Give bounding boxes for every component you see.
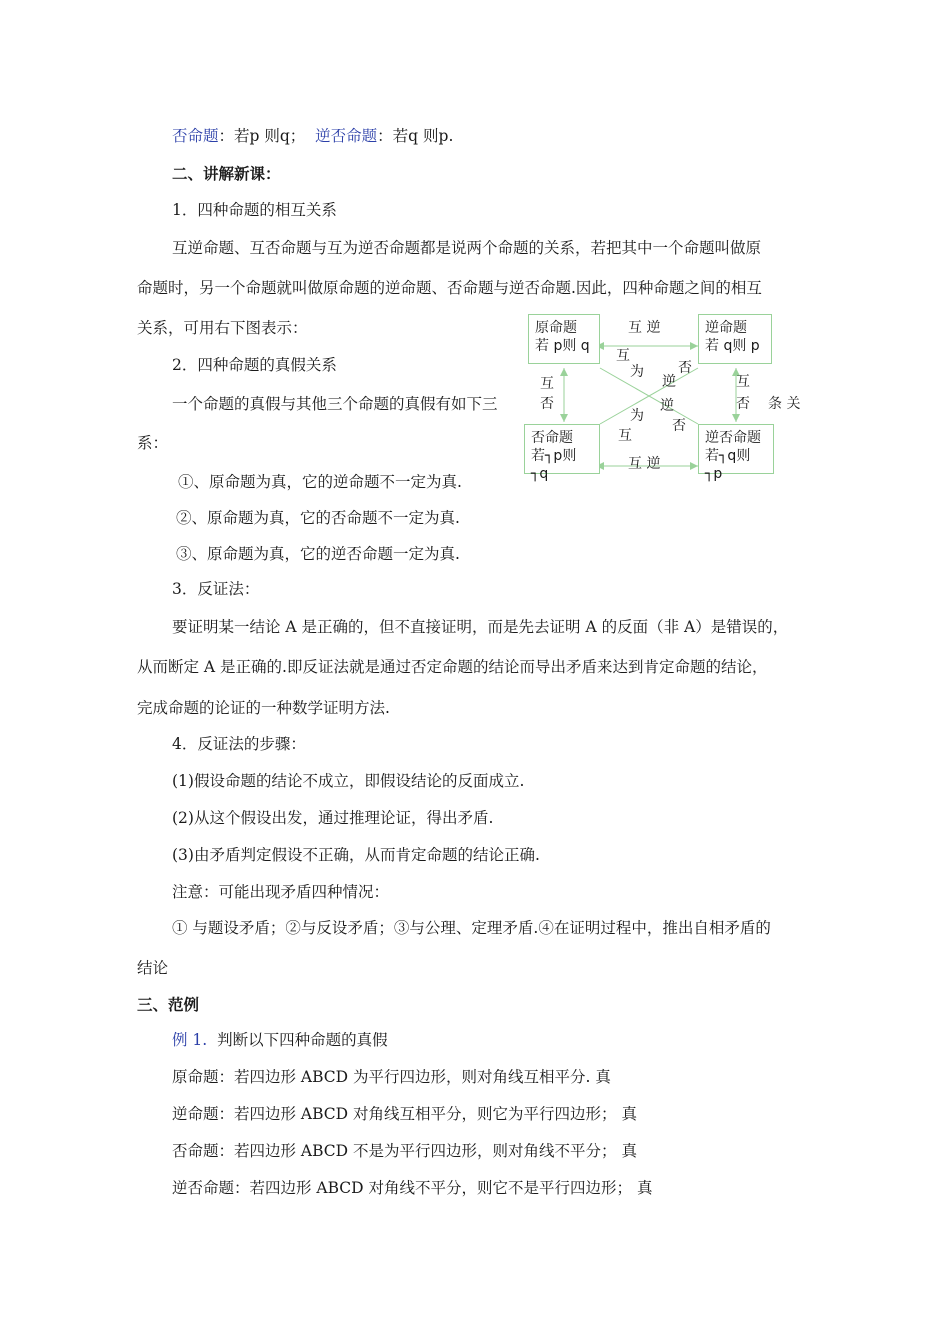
rule-2: ②、原命题为真，它的否命题不一定为真. [176,509,460,527]
box-converse-title: 逆命题 [705,320,747,336]
section-2-title: 二、讲解新课： [172,164,281,183]
intro-line [172,126,453,146]
label-right-extra: 条 关 [768,396,801,412]
example-1-heading [172,1030,388,1050]
four-propositions-diagram [520,312,820,482]
note-line-1: ① 与题设矛盾；②与反设矛盾；③与公理、定理矛盾.④在证明过程中，推出自相矛盾的 [172,919,771,937]
diag2-char-3: 为 [630,408,644,424]
box-contrapositive-title: 逆否命题 [705,430,761,446]
step-1: (1)假设命题的结论不成立，即假设结论的反面成立. [172,772,525,790]
section-3-title: 三、范例 [137,995,200,1014]
para-1-line-2: 命题时，另一个命题就叫做原命题的逆命题、否命题与逆否命题.因此，四种命题之间的相互 [137,279,762,297]
para-3-line-3: 完成命题的论证的一种数学证明方法. [137,699,390,717]
box-converse-form: 若 q则 p [705,338,760,354]
diag1-char-3: 逆 [662,374,676,390]
box-negation-proposition [524,424,600,482]
contrapositive-label: 逆否命题 [315,127,378,145]
item-3-title: 3．反证法： [172,580,260,598]
para-2-line-2: 系： [137,434,169,452]
item-2-title: 2．四种命题的真假关系 [172,356,337,374]
label-right-negation-1: 互 [736,374,750,390]
rule-3: ③、原命题为真，它的逆否命题一定为真. [176,545,460,563]
label-bottom-converse: 互 逆 [628,456,661,472]
label-left-negation-1: 互 [540,376,554,392]
step-3: (3)由矛盾判定假设不正确，从而肯定命题的结论正确. [172,846,540,864]
box-original-title: 原命题 [535,320,577,336]
box-original-form: 若 p则 q [535,338,590,354]
item-1-title: 1．四种命题的相互关系 [172,201,337,219]
step-2: (2)从这个假设出发，通过推理论证，得出矛盾. [172,809,494,827]
box-contrapositive-form: 若┐q则┐p [705,448,751,482]
para-3-line-1: 要证明某一结论 A 是正确的，但不直接证明，而是先去证明 A 的反面（非 A）是错误的， [172,618,789,636]
negation-text: ：若p 则q； [218,127,306,145]
example-line-1: 原命题：若四边形 ABCD 为平行四边形，则对角线互相平分. 真 [172,1068,611,1086]
diag1-char-1: 互 [616,348,630,364]
example-line-3: 否命题：若四边形 ABCD 不是为平行四边形，则对角线不平分； 真 [172,1142,637,1160]
example-line-2: 逆命题：若四边形 ABCD 对角线互相平分，则它为平行四边形； 真 [172,1105,637,1123]
diag2-char-5: 否 [672,418,686,434]
diag2-char-4: 互 [618,428,632,444]
note-title: 注意：可能出现矛盾四种情况： [172,883,390,901]
box-negation-form: 若┐p则┐q [531,448,577,482]
label-top-converse: 互 逆 [628,320,661,336]
example-line-4: 逆否命题：若四边形 ABCD 对角线不平分，则它不是平行四边形； 真 [172,1179,653,1197]
box-negation-title: 否命题 [531,430,573,446]
diag1-char-4: 否 [678,360,692,376]
para-1-line-3: 关系，可用右下图表示： [137,319,308,337]
example-1-title: 判断以下四种命题的真假 [217,1031,388,1049]
negation-label: 否命题 [172,127,219,145]
diag1-char-2: 为 [630,364,644,380]
contrapositive-text: ：若q 则p. [377,127,454,145]
para-2-line-1: 一个命题的真假与其他三个命题的真假有如下三 [172,395,498,413]
note-line-2: 结论 [137,959,169,977]
box-converse-proposition [698,314,772,364]
para-3-line-2: 从而断定 A 是正确的.即反证法就是通过否定命题的结论而导出矛盾来达到肯定命题的结论， [137,658,768,676]
rule-1: ①、原命题为真，它的逆命题不一定为真. [178,473,462,491]
label-left-negation-2: 否 [540,396,554,412]
example-1-label: 例 1. [172,1031,208,1049]
diag2-char-2: 逆 [660,398,674,414]
box-contrapositive-proposition [698,424,774,482]
label-right-negation-2: 否 [736,396,750,412]
box-original-proposition [528,314,600,364]
item-4-title: 4．反证法的步骤： [172,735,306,753]
para-1-line-1: 互逆命题、互否命题与互为逆否命题都是说两个命题的关系，若把其中一个命题叫做原 [172,239,762,257]
